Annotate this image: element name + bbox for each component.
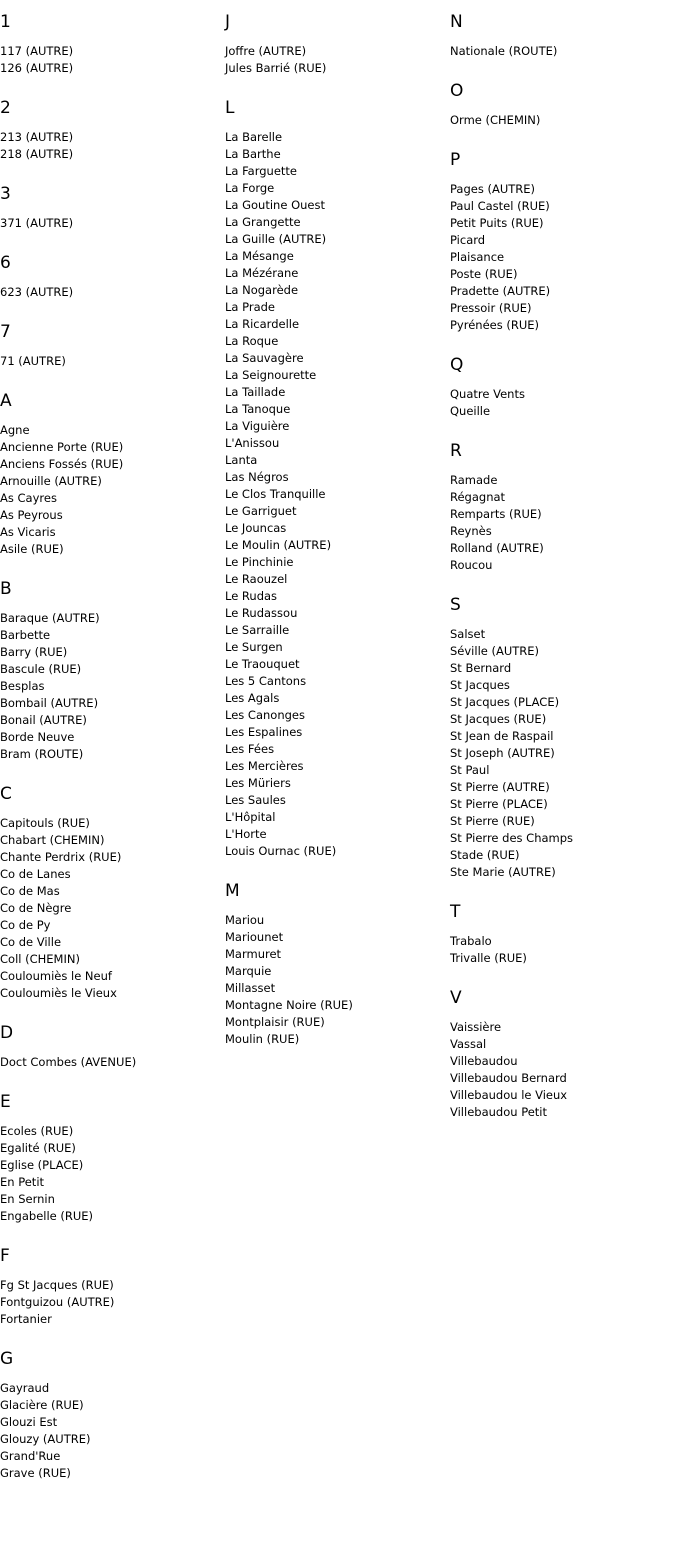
letter-heading: D	[0, 1023, 14, 1043]
street-list	[0, 284, 225, 301]
street-item: As Cayres	[0, 491, 57, 505]
street-item: Pradette (AUTRE)	[450, 284, 551, 298]
letter-section-l	[225, 98, 450, 860]
street-list	[450, 181, 675, 334]
street-item: Les Saules	[225, 793, 286, 807]
street-list	[450, 43, 675, 60]
street-item: Co de Nègre	[0, 901, 72, 915]
street-item: Capitouls (RUE)	[0, 816, 90, 830]
letter-section-1	[0, 12, 225, 77]
street-item: Lanta	[225, 453, 258, 467]
street-item: Vassal	[450, 1037, 487, 1051]
letter-heading: J	[225, 12, 231, 32]
street-item: Grand'Rue	[0, 1449, 61, 1463]
street-item: Plaisance	[450, 250, 505, 264]
letter-section-v	[450, 988, 675, 1121]
street-item: St Jean de Raspail	[450, 729, 554, 743]
street-item: 213 (AUTRE)	[0, 130, 74, 144]
street-item: Le Clos Tranquille	[225, 487, 326, 501]
letter-heading: 3	[0, 184, 11, 204]
street-item: Le Moulin (AUTRE)	[225, 538, 332, 552]
letter-heading: P	[450, 150, 461, 170]
street-list	[225, 912, 450, 1048]
street-list	[0, 1054, 225, 1071]
street-item: Marquie	[225, 964, 272, 978]
street-item: Borde Neuve	[0, 730, 75, 744]
letter-heading: M	[225, 881, 240, 901]
street-item: St Pierre (RUE)	[450, 814, 535, 828]
street-item: Petit Puits (RUE)	[450, 216, 544, 230]
street-index-column-2	[225, 12, 450, 1069]
street-item: Le Rudas	[225, 589, 278, 603]
letter-heading: 1	[0, 12, 11, 32]
street-item: Les Müriers	[225, 776, 291, 790]
street-item: 371 (AUTRE)	[0, 216, 74, 230]
letter-section-s	[450, 595, 675, 881]
street-item: Remparts (RUE)	[450, 507, 542, 521]
street-item: Chabart (CHEMIN)	[0, 833, 105, 847]
street-index-column-1	[0, 12, 225, 1503]
street-list	[0, 353, 225, 370]
street-list	[225, 129, 450, 860]
street-item: Le Traouquet	[225, 657, 300, 671]
letter-section-f	[0, 1246, 225, 1328]
street-item: Las Négros	[225, 470, 289, 484]
street-list	[450, 1019, 675, 1121]
street-item: Marmuret	[225, 947, 282, 961]
street-item: St Pierre (AUTRE)	[450, 780, 550, 794]
street-item: Poste (RUE)	[450, 267, 518, 281]
street-item: La Goutine Ouest	[225, 198, 325, 212]
street-item: Baraque (AUTRE)	[0, 611, 100, 625]
street-index-column-3	[450, 12, 675, 1142]
street-item: Fg St Jacques (RUE)	[0, 1278, 114, 1292]
street-item: Coll (CHEMIN)	[0, 952, 80, 966]
street-item: Le Garriguet	[225, 504, 297, 518]
street-item: Le Sarraille	[225, 623, 290, 637]
street-item: Les 5 Cantons	[225, 674, 307, 688]
street-item: La Viguière	[225, 419, 290, 433]
street-item: Villebaudou Petit	[450, 1105, 548, 1119]
street-item: En Sernin	[0, 1192, 55, 1206]
street-item: La Sauvagère	[225, 351, 304, 365]
street-item: La Barelle	[225, 130, 283, 144]
street-item: Séville (AUTRE)	[450, 644, 540, 658]
street-item: La Roque	[225, 334, 279, 348]
street-item: Bombail (AUTRE)	[0, 696, 99, 710]
street-item: Roucou	[450, 558, 493, 572]
letter-section-c	[0, 784, 225, 1002]
street-item: Picard	[450, 233, 486, 247]
letter-section-a	[0, 391, 225, 558]
letter-section-r	[450, 441, 675, 574]
letter-heading: T	[450, 902, 461, 922]
letter-section-2	[0, 98, 225, 163]
letter-section-6	[0, 253, 225, 301]
street-item: Moulin (RUE)	[225, 1032, 300, 1046]
letter-section-d	[0, 1023, 225, 1071]
street-item: 623 (AUTRE)	[0, 285, 74, 299]
street-item: La Guille (AUTRE)	[225, 232, 327, 246]
street-item: Glacière (RUE)	[0, 1398, 84, 1412]
letter-heading: E	[0, 1092, 11, 1112]
letter-heading: B	[0, 579, 12, 599]
street-item: Agne	[0, 423, 30, 437]
street-item: Quatre Vents	[450, 387, 525, 401]
street-item: 218 (AUTRE)	[0, 147, 74, 161]
street-item: Mariou	[225, 913, 265, 927]
street-item: As Vicaris	[0, 525, 56, 539]
street-item: L'Anissou	[225, 436, 280, 450]
street-item: En Petit	[0, 1175, 45, 1189]
street-item: L'Hôpital	[225, 810, 276, 824]
street-item: 71 (AUTRE)	[0, 354, 66, 368]
street-item: La Ricardelle	[225, 317, 300, 331]
letter-heading: L	[225, 98, 235, 118]
letter-section-q	[450, 355, 675, 420]
letter-section-m	[225, 881, 450, 1048]
street-item: La Nogarède	[225, 283, 299, 297]
street-item: Salset	[450, 627, 486, 641]
street-list	[450, 626, 675, 881]
street-item: La Tanoque	[225, 402, 291, 416]
street-list	[0, 610, 225, 763]
street-item: Villebaudou	[450, 1054, 518, 1068]
street-item: St Jacques (PLACE)	[450, 695, 560, 709]
street-list	[0, 1277, 225, 1328]
street-item: Stade (RUE)	[450, 848, 520, 862]
street-item: Les Agals	[225, 691, 280, 705]
street-item: St Paul	[450, 763, 490, 777]
letter-heading: Q	[450, 355, 464, 375]
letter-section-j	[225, 12, 450, 77]
letter-section-n	[450, 12, 675, 60]
street-item: Millasset	[225, 981, 276, 995]
letter-heading: G	[0, 1349, 14, 1369]
street-item: Vaissière	[450, 1020, 502, 1034]
street-item: La Seignourette	[225, 368, 317, 382]
street-item: Paul Castel (RUE)	[450, 199, 550, 213]
street-list	[0, 815, 225, 1002]
street-list	[0, 422, 225, 558]
street-item: Eglise (PLACE)	[0, 1158, 84, 1172]
street-item: St Jacques (RUE)	[450, 712, 547, 726]
street-list	[0, 1380, 225, 1482]
street-item: Queille	[450, 404, 491, 418]
street-item: Fortanier	[0, 1312, 52, 1326]
street-item: La Prade	[225, 300, 275, 314]
street-item: Bascule (RUE)	[0, 662, 82, 676]
street-item: Ecoles (RUE)	[0, 1124, 74, 1138]
street-item: St Bernard	[450, 661, 512, 675]
street-item: Montplaisir (RUE)	[225, 1015, 325, 1029]
street-list	[0, 129, 225, 163]
street-item: St Jacques	[450, 678, 510, 692]
street-item: Arnouille (AUTRE)	[0, 474, 102, 488]
street-item: Mariounet	[225, 930, 284, 944]
street-item: Couloumiès le Vieux	[0, 986, 117, 1000]
street-item: Reynès	[450, 524, 492, 538]
street-item: La Taillade	[225, 385, 286, 399]
street-list	[450, 472, 675, 574]
street-item: Gayraud	[0, 1381, 50, 1395]
letter-heading: V	[450, 988, 462, 1008]
letter-heading: 2	[0, 98, 11, 118]
street-item: Le Rudassou	[225, 606, 298, 620]
street-item: Chante Perdrix (RUE)	[0, 850, 122, 864]
street-item: Pressoir (RUE)	[450, 301, 532, 315]
letter-section-e	[0, 1092, 225, 1225]
street-item: Montagne Noire (RUE)	[225, 998, 353, 1012]
street-item: Les Fées	[225, 742, 275, 756]
street-item: Louis Ournac (RUE)	[225, 844, 337, 858]
street-item: Engabelle (RUE)	[0, 1209, 94, 1223]
street-item: Besplas	[0, 679, 45, 693]
letter-section-b	[0, 579, 225, 763]
street-item: Co de Mas	[0, 884, 60, 898]
street-item: St Pierre (PLACE)	[450, 797, 548, 811]
street-item: La Farguette	[225, 164, 297, 178]
street-item: La Mésange	[225, 249, 294, 263]
street-item: Egalité (RUE)	[0, 1141, 76, 1155]
letter-heading: S	[450, 595, 461, 615]
street-item: Pages (AUTRE)	[450, 182, 536, 196]
street-list	[450, 112, 675, 129]
street-item: Anciens Fossés (RUE)	[0, 457, 124, 471]
street-item: Joffre (AUTRE)	[225, 44, 307, 58]
letter-section-7	[0, 322, 225, 370]
street-item: Ancienne Porte (RUE)	[0, 440, 124, 454]
street-item: Régagnat	[450, 490, 506, 504]
letter-section-3	[0, 184, 225, 232]
street-item: Grave (RUE)	[0, 1466, 71, 1480]
street-item: Villebaudou Bernard	[450, 1071, 567, 1085]
street-item: 126 (AUTRE)	[0, 61, 74, 75]
letter-heading: R	[450, 441, 462, 461]
letter-section-g	[0, 1349, 225, 1482]
street-list	[225, 43, 450, 77]
street-item: Nationale (ROUTE)	[450, 44, 558, 58]
street-item: Pyrénées (RUE)	[450, 318, 540, 332]
street-item: La Barthe	[225, 147, 281, 161]
street-item: Glouzy (AUTRE)	[0, 1432, 91, 1446]
letter-section-p	[450, 150, 675, 334]
street-list	[0, 215, 225, 232]
street-item: Jules Barrié (RUE)	[225, 61, 327, 75]
street-item: Trabalo	[450, 934, 492, 948]
street-item: Le Jouncas	[225, 521, 287, 535]
street-item: Bram (ROUTE)	[0, 747, 84, 761]
street-item: Doct Combes (AVENUE)	[0, 1055, 137, 1069]
street-item: Le Raouzel	[225, 572, 288, 586]
street-item: Villebaudou le Vieux	[450, 1088, 568, 1102]
street-item: Fontguizou (AUTRE)	[0, 1295, 115, 1309]
street-item: Orme (CHEMIN)	[450, 113, 541, 127]
letter-heading: C	[0, 784, 12, 804]
street-list	[450, 933, 675, 967]
letter-section-t	[450, 902, 675, 967]
street-item: Barbette	[0, 628, 51, 642]
street-item: La Grangette	[225, 215, 301, 229]
street-list	[0, 43, 225, 77]
street-item: La Mézérane	[225, 266, 299, 280]
street-list	[450, 386, 675, 420]
street-item: Co de Ville	[0, 935, 62, 949]
street-list	[0, 1123, 225, 1225]
street-item: Bonail (AUTRE)	[0, 713, 87, 727]
street-item: L'Horte	[225, 827, 267, 841]
street-item: Couloumiès le Neuf	[0, 969, 112, 983]
street-item: Asile (RUE)	[0, 542, 64, 556]
street-item: Les Espalines	[225, 725, 303, 739]
street-item: As Peyrous	[0, 508, 63, 522]
letter-heading: F	[0, 1246, 10, 1266]
street-item: Les Canonges	[225, 708, 305, 722]
letter-heading: 6	[0, 253, 11, 273]
street-item: Co de Py	[0, 918, 51, 932]
street-item: St Joseph (AUTRE)	[450, 746, 555, 760]
street-item: Le Pinchinie	[225, 555, 294, 569]
letter-heading: 7	[0, 322, 11, 342]
street-item: Trivalle (RUE)	[450, 951, 527, 965]
street-item: Le Surgen	[225, 640, 283, 654]
letter-heading: A	[0, 391, 12, 411]
street-item: Les Mercières	[225, 759, 304, 773]
street-item: Glouzi Est	[0, 1415, 58, 1429]
street-item: Ste Marie (AUTRE)	[450, 865, 556, 879]
street-item: 117 (AUTRE)	[0, 44, 74, 58]
street-item: Co de Lanes	[0, 867, 71, 881]
street-item: Barry (RUE)	[0, 645, 68, 659]
street-item: La Forge	[225, 181, 275, 195]
letter-section-o	[450, 81, 675, 129]
letter-heading: O	[450, 81, 464, 101]
letter-heading: N	[450, 12, 463, 32]
street-item: Rolland (AUTRE)	[450, 541, 544, 555]
street-item: Ramade	[450, 473, 498, 487]
street-item: St Pierre des Champs	[450, 831, 574, 845]
